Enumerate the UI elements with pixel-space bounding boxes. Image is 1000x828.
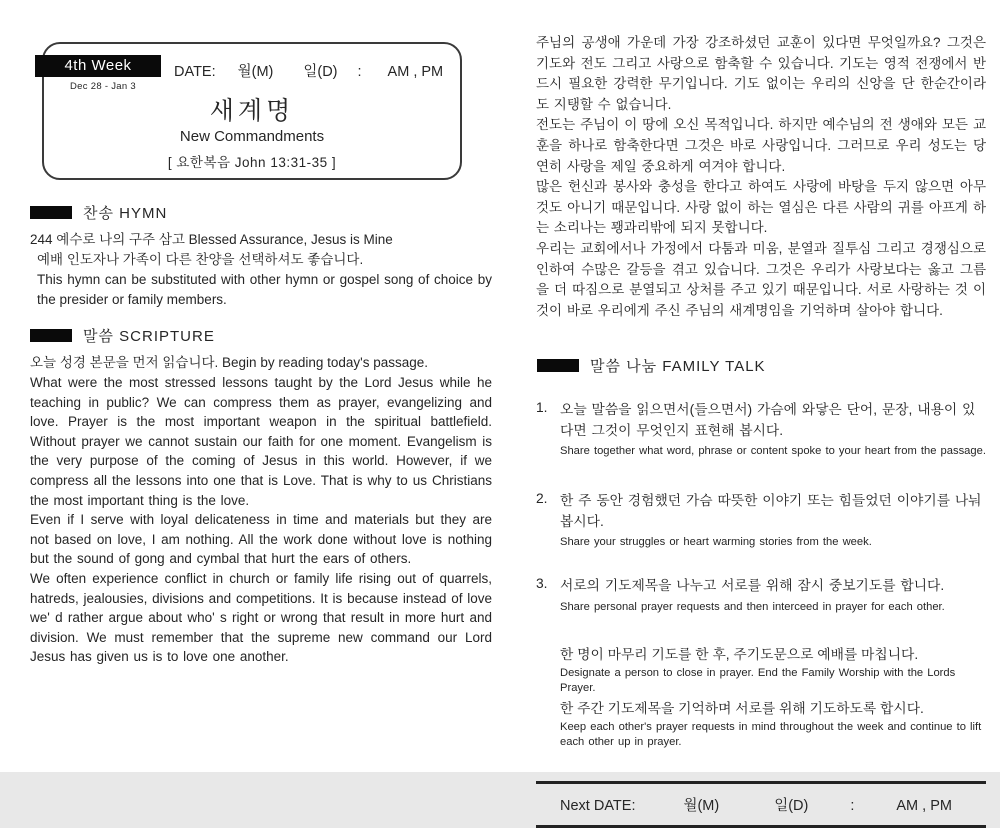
next-day-field: 일(D) [774, 797, 809, 814]
meditation-paragraph: 많은 헌신과 봉사와 충성을 한다고 하여도 사랑에 바탕을 두지 않으면 아무것도 아니기 때문입니다. 사랑 없이 하는 열심은 다른 사람의 귀를 아프게 하는 소리나는 꽹과리밖에 되지 못합니다. [536, 179, 986, 236]
closing-instructions [560, 645, 986, 750]
next-date-label: Next DATE: [560, 797, 636, 814]
family-talk-item [536, 491, 986, 550]
lesson-title-ko: 새계명 [209, 97, 295, 125]
week-date-range: Dec 28 - Jan 3 [70, 81, 136, 92]
family-talk-heading-row [537, 355, 986, 376]
scripture-paragraph: We often experience conflict in church or family life rising out of quarrels, hatreds, jealousies, divisions and competitions. It is because instead of love we' d rather argue about who' s right or wrong that result in more hurt and division. We must remember that the supreme new command our Lord Jesus has given us is to love one another. [30, 570, 492, 665]
lesson-title-en: New Commandments [179, 128, 325, 145]
scripture-section [30, 325, 492, 667]
family-talk-heading: 말씀 나눔 FAMILY TALK [590, 358, 766, 376]
title-box [42, 42, 462, 180]
item-text-ko: 한 주 동안 경험했던 가슴 따뜻한 이야기 또는 힘들었던 이야기를 나눠봅시다. [560, 493, 982, 529]
closing-note [560, 645, 986, 696]
hymn-heading-row [30, 202, 492, 223]
item-text-en: Share together what word, phrase or content spoke to your heart from the passage. [560, 445, 986, 458]
hymn-note-ko: 예배 인도자나 가족이 다른 찬양을 선택하셔도 좋습니다. [37, 252, 364, 267]
hymn-note-en: This hymn can be substituted with other hymn or gospel song of choice by the presider or family members. [37, 272, 492, 307]
day-field: 일(D) [303, 64, 338, 80]
week-badge: 4th Week [35, 55, 161, 77]
scripture-reference: [ 요한복음 John 13:31-35 ] [167, 155, 337, 170]
scripture-heading-row [30, 325, 492, 346]
hymn-number-line: 244 예수로 나의 구주 삼고 Blessed Assurance, Jesus is Mine [30, 232, 393, 247]
month-field: 월(M) [237, 64, 274, 80]
section-marker-icon [537, 359, 579, 372]
section-marker-icon [30, 329, 72, 342]
family-talk-item [536, 576, 986, 615]
date-row [174, 60, 443, 81]
time-colon: : [357, 64, 362, 80]
right-page [536, 0, 986, 828]
scripture-paragraph: What were the most stressed lessons taught by the Lord Jesus while he teaching in public? We can compress them as prayer, evangelizing and love. Prayer is the most important weapon in the spiritual battlefield. Without prayer we cannot sustain our faith for one moment. Evangelism is the very purpose of the coming of Jesus in this world. However, if we compress all the lessons into one that is Love. That is why to us Christians the most important thing is the love. [30, 375, 492, 508]
closing-note-en: Keep each other's prayer requests in mind throughout the week and continue to lift each other up in prayer. [560, 720, 982, 748]
scripture-heading: 말씀 SCRIPTURE [83, 328, 215, 345]
left-page [30, 0, 492, 667]
closing-note-ko: 한 주간 기도제목을 기억하며 서로를 위해 기도하도록 합시다. [560, 700, 924, 716]
meditation-paragraph: 우리는 교회에서나 가정에서 다툼과 미움, 분열과 질투심 그리고 경쟁심으로 인하여 수많은 갈등을 겪고 있습니다. 그것은 우리가 사랑보다는 옳고 그름을 더 따짐으로 분열되고 상처를 주고 있기 때문입니다. 서로 사랑하는 것 이것이 바로 우리에게 주신 주님의 새계명임을 기억하며 살아야 합니다. [536, 240, 986, 318]
scripture-paragraph: Even if I serve with loyal delicateness in time and materials but they are not based on love, I am nothing. All the work done without love is nothing but the sound of gong and cymbal that hurt the ears of others. [30, 512, 492, 567]
closing-note [560, 699, 986, 750]
section-marker-icon [30, 206, 72, 219]
item-number: 2. [536, 491, 548, 507]
next-month-field: 월(M) [683, 797, 720, 814]
hymn-section [30, 202, 492, 310]
item-text-ko: 서로의 기도제목을 나누고 서로를 위해 잠시 중보기도를 합니다. [560, 578, 945, 594]
scripture-intro: 오늘 성경 본문을 먼저 읽습니다. Begin by reading today's passage. [30, 355, 429, 370]
next-ampm-label: AM , PM [896, 797, 952, 814]
meditation-paragraph: 주님의 공생애 가운데 가장 강조하셨던 교훈이 있다면 무엇일까요? 그것은 기도와 전도 그리고 사랑으로 함축할 수 있습니다. 기도는 영적 전쟁에서 반드시 필요한 강력한 무기입니다. 기도 없이는 우리의 신앙을 단 한순간이라도 지탱할 수 없습니다. [536, 35, 986, 112]
closing-note-en: Designate a person to close in prayer. End the Family Worship with the Lords Prayer. [560, 666, 956, 694]
meditation-text [536, 33, 986, 321]
item-number: 3. [536, 576, 548, 592]
item-text-en: Share your struggles or heart warming stories from the week. [560, 536, 872, 549]
next-time-colon: : [850, 797, 855, 814]
item-text-ko: 오늘 말씀을 읽으면서(들으면서) 가슴에 와닿은 단어, 문장, 내용이 있다면 그것이 무엇인지 표현해 봅시다. [560, 402, 976, 438]
meditation-paragraph: 전도는 주님이 이 땅에 오신 목적입니다. 하지만 예수님의 전 생애와 모든 교훈을 하나로 함축한다면 그것은 바로 사랑입니다. 그러므로 우리 성도는 당연히 사랑을 제일 중요하게 여겨야 합니다. [536, 117, 986, 174]
next-date-box [536, 781, 986, 828]
item-text-en: Share personal prayer requests and then interceed in prayer for each other. [560, 600, 945, 613]
closing-note-ko: 한 명이 마무리 기도를 한 후, 주기도문으로 예배를 마칩니다. [560, 646, 919, 662]
item-number: 1. [536, 400, 548, 416]
ampm-label: AM , PM [387, 64, 444, 80]
hymn-heading: 찬송 HYMN [83, 205, 168, 222]
date-label: DATE: [174, 64, 216, 80]
family-talk-item [536, 400, 986, 459]
